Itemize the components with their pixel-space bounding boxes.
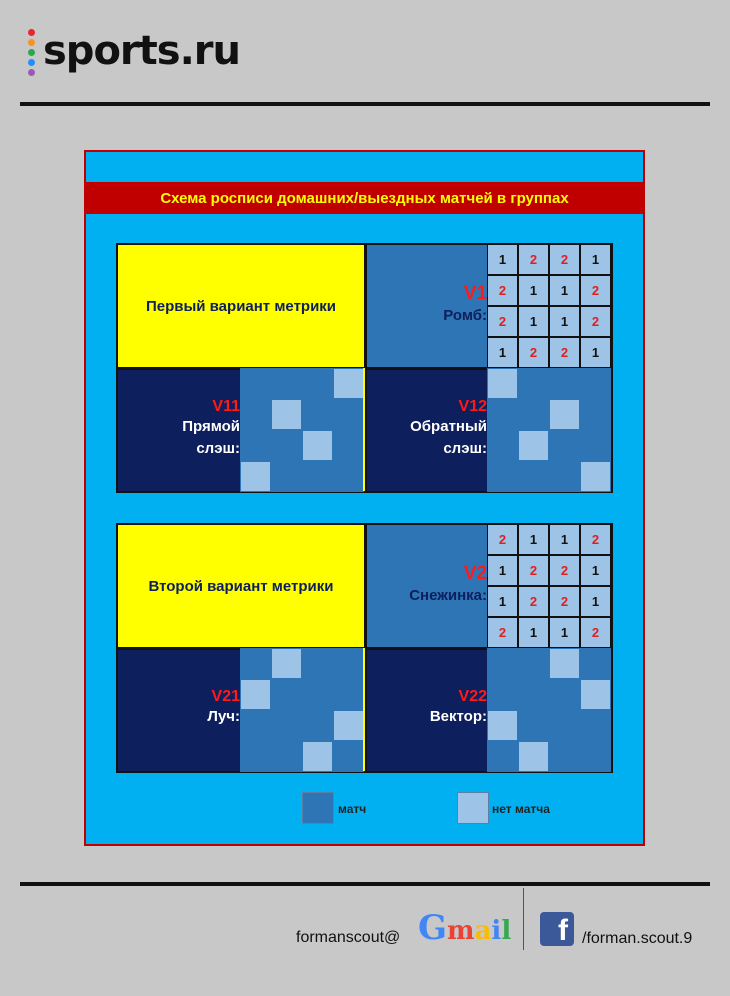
v2-code: V2 xyxy=(463,563,487,584)
v11-name-1: Прямой xyxy=(182,418,240,435)
v11-cell xyxy=(118,370,364,491)
v12-pattern-grid xyxy=(487,368,611,492)
match-cell xyxy=(518,368,549,399)
match-cell xyxy=(271,741,302,772)
v2-number-grid xyxy=(487,524,611,648)
grid-cell: 1 xyxy=(518,275,549,306)
grid-cell: 1 xyxy=(487,244,518,275)
match-cell xyxy=(271,461,302,492)
v11-name-2: слэш: xyxy=(196,440,240,457)
match-cell xyxy=(549,430,580,461)
no-match-cell xyxy=(271,648,302,679)
v11-pattern-grid xyxy=(240,368,364,492)
v21-code: V21 xyxy=(211,688,240,705)
legend-no-match-label: нет матча xyxy=(492,802,550,816)
v22-code: V22 xyxy=(458,688,487,705)
divider-line xyxy=(363,648,365,771)
gmail-letter-m: m xyxy=(447,916,475,946)
no-match-cell xyxy=(487,710,518,741)
match-cell xyxy=(271,710,302,741)
v12-code: V12 xyxy=(458,398,487,415)
footer-divider xyxy=(20,882,710,886)
match-cell xyxy=(580,399,611,430)
match-cell xyxy=(240,648,271,679)
match-cell xyxy=(302,648,333,679)
grid-cell: 1 xyxy=(580,555,611,586)
v2-name: Снежинка: xyxy=(409,587,487,604)
footer-separator xyxy=(523,888,524,950)
legend-no-match-swatch xyxy=(457,792,489,824)
match-cell xyxy=(302,679,333,710)
grid-cell: 2 xyxy=(487,617,518,648)
grid-cell: 1 xyxy=(549,275,580,306)
match-cell xyxy=(580,648,611,679)
grid-cell: 1 xyxy=(518,306,549,337)
v21-name: Луч: xyxy=(207,708,240,725)
divider-line xyxy=(363,368,365,491)
gmail-letter-g: G xyxy=(418,908,448,948)
scheme-frame xyxy=(84,150,645,846)
match-cell xyxy=(271,430,302,461)
grid-cell: 1 xyxy=(518,617,549,648)
match-cell xyxy=(580,368,611,399)
match-cell xyxy=(333,430,364,461)
grid-cell: 2 xyxy=(487,306,518,337)
legend-match-label: матч xyxy=(338,802,367,816)
v11-code: V11 xyxy=(212,398,240,415)
match-cell xyxy=(518,461,549,492)
match-cell xyxy=(302,399,333,430)
grid-cell: 2 xyxy=(487,275,518,306)
match-cell xyxy=(487,399,518,430)
grid-cell: 1 xyxy=(580,244,611,275)
no-match-cell xyxy=(549,648,580,679)
v12-name-2: слэш: xyxy=(443,440,487,457)
match-cell xyxy=(333,679,364,710)
v2-cell xyxy=(367,525,611,647)
metric1-label: Первый вариант метрики xyxy=(118,245,364,367)
match-cell xyxy=(302,461,333,492)
grid-cell: 2 xyxy=(580,524,611,555)
v1-cell xyxy=(367,245,611,367)
match-cell xyxy=(580,430,611,461)
grid-cell: 2 xyxy=(580,275,611,306)
match-cell xyxy=(271,679,302,710)
match-cell xyxy=(549,710,580,741)
grid-cell: 2 xyxy=(580,617,611,648)
v12-cell xyxy=(367,370,611,491)
v1-number-grid xyxy=(487,244,611,368)
no-match-cell xyxy=(271,399,302,430)
grid-cell: 1 xyxy=(549,617,580,648)
logo-dots xyxy=(28,29,35,76)
no-match-cell xyxy=(333,710,364,741)
grid-cell: 1 xyxy=(518,524,549,555)
match-cell xyxy=(580,710,611,741)
grid-cell: 2 xyxy=(549,337,580,368)
no-match-cell xyxy=(302,430,333,461)
gmail-letter-a: a xyxy=(474,916,492,946)
grid-cell: 2 xyxy=(487,524,518,555)
facebook-icon[interactable]: f xyxy=(540,912,574,946)
match-cell xyxy=(333,741,364,772)
v22-pattern-grid xyxy=(487,648,611,772)
match-cell xyxy=(518,399,549,430)
v21-pattern-grid xyxy=(240,648,364,772)
gmail-letter-i: i xyxy=(491,916,502,946)
no-match-cell xyxy=(518,741,549,772)
grid-cell: 1 xyxy=(580,337,611,368)
grid-cell: 1 xyxy=(580,586,611,617)
logo-text: sports.ru xyxy=(43,28,240,74)
facebook-handle[interactable]: /forman.scout.9 xyxy=(582,930,693,947)
match-cell xyxy=(549,368,580,399)
match-cell xyxy=(240,741,271,772)
grid-cell: 1 xyxy=(487,555,518,586)
grid-cell: 2 xyxy=(549,586,580,617)
match-cell xyxy=(240,430,271,461)
grid-cell: 2 xyxy=(549,244,580,275)
grid-cell: 1 xyxy=(487,337,518,368)
header-divider xyxy=(20,102,710,106)
metric2-block xyxy=(116,523,613,773)
email-user[interactable]: formanscout@ xyxy=(296,929,401,946)
match-cell xyxy=(333,399,364,430)
grid-cell: 1 xyxy=(487,586,518,617)
match-cell xyxy=(240,710,271,741)
match-cell xyxy=(549,679,580,710)
match-cell xyxy=(518,648,549,679)
v22-name: Вектор: xyxy=(429,708,487,725)
match-cell xyxy=(487,648,518,679)
no-match-cell xyxy=(240,461,271,492)
match-cell xyxy=(487,461,518,492)
scheme-title: Схема росписи домашних/выездных матчей в группах xyxy=(86,182,643,214)
match-cell xyxy=(333,461,364,492)
match-cell xyxy=(240,368,271,399)
no-match-cell xyxy=(549,399,580,430)
legend-match-swatch xyxy=(302,792,334,824)
match-cell xyxy=(518,710,549,741)
match-cell xyxy=(487,741,518,772)
v1-code: V1 xyxy=(463,283,487,304)
no-match-cell xyxy=(240,679,271,710)
match-cell xyxy=(487,679,518,710)
grid-cell: 1 xyxy=(549,306,580,337)
no-match-cell xyxy=(518,430,549,461)
grid-cell: 2 xyxy=(549,555,580,586)
no-match-cell xyxy=(302,741,333,772)
v1-name: Ромб: xyxy=(443,307,487,324)
metric1-block xyxy=(116,243,613,493)
match-cell xyxy=(549,741,580,772)
no-match-cell xyxy=(580,679,611,710)
v21-cell xyxy=(118,650,364,771)
no-match-cell xyxy=(333,368,364,399)
match-cell xyxy=(302,368,333,399)
match-cell xyxy=(580,741,611,772)
grid-cell: 1 xyxy=(549,524,580,555)
grid-cell: 2 xyxy=(518,244,549,275)
v12-name-1: Обратный xyxy=(410,418,487,435)
no-match-cell xyxy=(580,461,611,492)
no-match-cell xyxy=(487,368,518,399)
match-cell xyxy=(487,430,518,461)
gmail-icon[interactable] xyxy=(418,908,511,948)
v22-cell xyxy=(367,650,611,771)
match-cell xyxy=(271,368,302,399)
sports-ru-logo[interactable] xyxy=(28,26,240,76)
match-cell xyxy=(549,461,580,492)
match-cell xyxy=(240,399,271,430)
gmail-letter-l: l xyxy=(501,916,512,946)
grid-cell: 2 xyxy=(580,306,611,337)
match-cell xyxy=(302,710,333,741)
grid-cell: 2 xyxy=(518,337,549,368)
metric2-label: Второй вариант метрики xyxy=(118,525,364,647)
match-cell xyxy=(333,648,364,679)
match-cell xyxy=(518,679,549,710)
grid-cell: 2 xyxy=(518,555,549,586)
grid-cell: 2 xyxy=(518,586,549,617)
